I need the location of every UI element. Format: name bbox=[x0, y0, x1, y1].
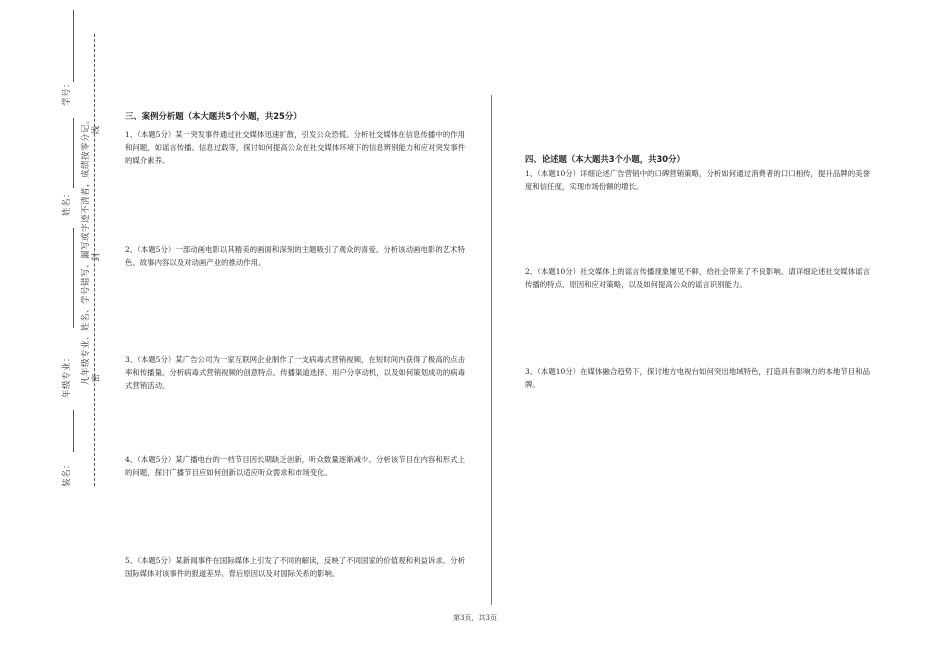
name-underline bbox=[73, 118, 74, 188]
student-id-label: 学号： bbox=[62, 78, 72, 106]
seal-char-mi: 密 bbox=[91, 373, 102, 383]
question-item: 1、（本题5分）某一突发事件通过社交媒体迅速扩散，引发公众恐慌。分析社交媒体在信息传播中的作用和问题，如谣言传播、信息过载等，探讨如何提高公众在社交媒体环境下的信息辨别能力和应对突发事件的媒介素养。 bbox=[125, 130, 465, 165]
question-item: 2、（本题10分）社交媒体上的谣言传播现象屡见不鲜，给社会带来了不良影响。请详细论述社交媒体谣言传播的特点、原因和应对策略，以及如何提高公众的谣言识别能力。 bbox=[525, 267, 870, 289]
question-item: 2、（本题5分）一部动画电影以其精美的画面和深刻的主题吸引了观众的喜爱。分析该动画电影的艺术特色、故事内容以及对动画产业的推动作用。 bbox=[125, 245, 465, 267]
section-title: 四、论述题（本大题共3个小题，共30分） bbox=[525, 154, 685, 164]
student-id-underline bbox=[73, 10, 74, 82]
question-item: 1、（本题10分）详细论述广告营销中的口碑营销策略，分析如何通过消费者的口口相传，提升品牌的美誉度和信任度，实现市场份额的增长。 bbox=[525, 169, 870, 191]
question-item: 4、（本题5分）某广播电台的一档节目因长期缺乏创新，听众数量逐渐减少。分析该节目在内容和形式上的问题，探讨广播节目应如何创新以适应听众需求和市场变化。 bbox=[125, 455, 465, 477]
question-item: 5、（本题5分）某新闻事件在国际媒体上引发了不同的解读，反映了不同国家的价值观和利益诉求。分析国际媒体对该事件的报道差异、背后原因以及对国际关系的影响。 bbox=[125, 556, 465, 578]
question-item: 3、（本题10分）在媒体融合趋势下，探讨地方电视台如何突出地域特色，打造具有影响力的本地节目和品牌。 bbox=[525, 367, 870, 389]
column-divider bbox=[491, 95, 492, 605]
school-underline bbox=[73, 410, 74, 452]
school-label: 装名： bbox=[62, 459, 72, 487]
page-number: 第3页，共3页 bbox=[453, 614, 497, 622]
section-title: 三、案例分析题（本大题共5个小题，共25分） bbox=[125, 111, 302, 121]
section-essay bbox=[525, 152, 870, 389]
grade-label: 年级专业： bbox=[62, 352, 72, 398]
binding-notice: 凡年级专业、姓名、学号错写、漏写或字迹不清者，成绩按零分记。 bbox=[81, 114, 91, 385]
question-item: 3、（本题5分）某广告公司为一家互联网企业制作了一支病毒式营销视频，在短时间内获得了极高的点击率和传播量。分析病毒式营销视频的创意特点、传播渠道选择、用户分享动机，以及如何策划成功的病毒式营销活动。 bbox=[125, 355, 465, 390]
name-label: 姓名： bbox=[62, 188, 72, 216]
grade-underline bbox=[73, 228, 74, 328]
seal-char-feng: 封 bbox=[91, 252, 102, 262]
section-case-analysis bbox=[125, 109, 465, 578]
seal-char-xian: 线 bbox=[91, 125, 102, 135]
